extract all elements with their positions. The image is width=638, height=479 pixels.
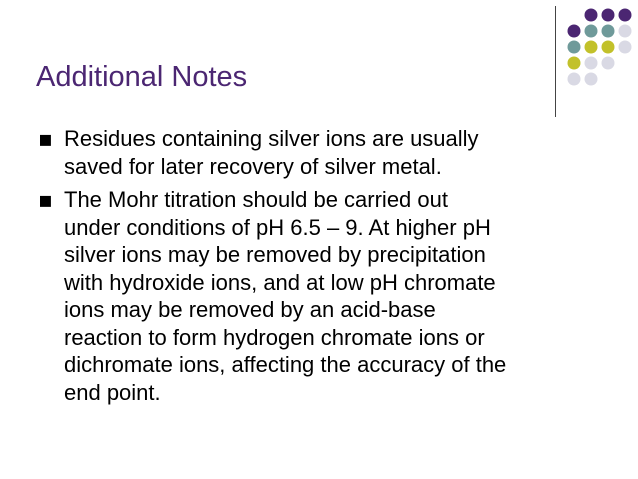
decorative-dot — [585, 9, 598, 22]
decorative-dot — [568, 57, 581, 70]
decorative-dot — [602, 57, 615, 70]
bullet-list — [38, 125, 618, 412]
bullet-line: end point. — [64, 379, 161, 405]
decorative-dot — [602, 41, 615, 54]
bullet-text — [64, 186, 618, 406]
decorative-dot — [619, 41, 632, 54]
bullet-line: ions may be removed by an acid-base — [64, 297, 436, 322]
decorative-dot — [619, 9, 632, 22]
decorative-dot — [585, 41, 598, 54]
bullet-line: with hydroxide ions, and at low pH chromate — [64, 269, 496, 295]
decorative-dot — [568, 73, 581, 86]
bullet-line: dichromate ions, affecting the accuracy of the — [64, 352, 507, 377]
bullet-line: silver ions may be removed by precipitation — [64, 242, 486, 267]
decorative-dot — [602, 25, 615, 38]
decorative-dot — [568, 25, 581, 38]
square-bullet-icon: ▪ — [38, 127, 53, 152]
bullet-text — [64, 125, 618, 180]
bullet-line: Residues containing silver ions are usually — [64, 126, 479, 151]
square-bullet-icon: ▪ — [38, 188, 53, 213]
decorative-dot — [585, 57, 598, 70]
bullet-line: The Mohr titration should be carried out — [64, 187, 448, 212]
bullet-line: saved for later recovery of silver metal. — [64, 153, 442, 179]
bullet-item — [38, 125, 618, 180]
decorative-dot — [602, 9, 615, 22]
decorative-dot — [585, 73, 598, 86]
decorative-dot — [568, 41, 581, 54]
bullet-item — [38, 186, 618, 406]
decorative-dot — [585, 25, 598, 38]
bullet-line: reaction to form hydrogen chromate ions or — [64, 324, 485, 350]
decorative-dot — [619, 25, 632, 38]
bullet-line: under conditions of pH 6.5 – 9. At higher pH — [64, 214, 491, 240]
slide-title: Additional Notes — [36, 61, 248, 93]
vertical-divider — [555, 6, 556, 117]
